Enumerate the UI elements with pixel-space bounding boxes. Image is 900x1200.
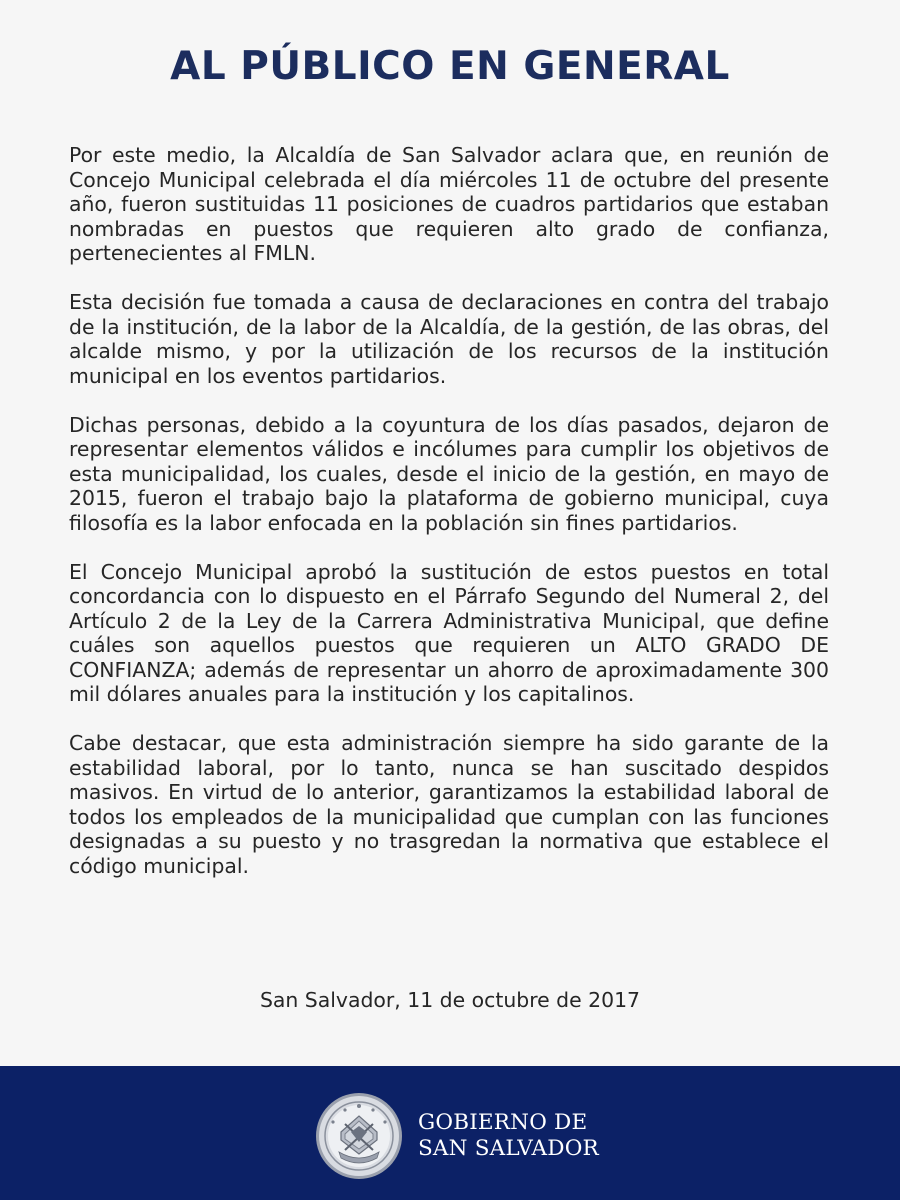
municipal-seal-icon <box>315 1092 403 1180</box>
paragraph-1: Por este medio, la Alcaldía de San Salvador aclara que, en reunión de Concejo Municipal celebrada el día miércoles 11 de octubre del presente año, fueron sustituidas 11 posiciones de cuadros partidarios que estaban nombradas en puestos que requieren alto grado de confianza, pertenecientes al FMLN. <box>69 143 829 265</box>
date-signature: San Salvador, 11 de octubre de 2017 <box>259 988 641 1012</box>
footer-logo-line-2: SAN SALVADOR <box>418 1136 599 1161</box>
paragraph-3: Dichas personas, debido a la coyuntura de los días pasados, dejaron de representar elementos válidos e incólumes para cumplir los objetivos de esta municipalidad, los cuales, desde el inicio de la gestión, en mayo de 2015, fueron el trabajo bajo la plataforma de gobierno municipal, cuya filosofía es la labor enfocada en la población sin fines partidarios. <box>69 412 829 535</box>
footer-logo-text <box>418 1110 599 1162</box>
paragraph-4: El Concejo Municipal aprobó la sustitución de estos puestos en total concordancia con lo dispuesto en el Párrafo Segundo del Numeral 2, del Artículo 2 de la Ley de la Carrera Administrativa Municipal, que define cuáles son aquellos puestos que requieren un ALTO GRADO DE CONFIANZA; además de representar un ahorro de aproximadamente 300 mil dólares anuales para la institución y los capitalinos. <box>69 559 829 706</box>
page-title: AL PÚBLICO EN GENERAL <box>170 44 730 89</box>
paragraph-2: Esta decisión fue tomada a causa de declaraciones en contra del trabajo de la institución, de la labor de la Alcaldía, de la gestión, de las obras, del alcalde mismo, y por la utilización de los recursos de la institución municipal en los eventos partidarios. <box>69 290 829 388</box>
paragraph-5: Cabe destacar, que esta administración siempre ha sido garante de la estabilidad laboral, por lo tanto, nunca se han suscitado despidos masivos. En virtud de lo anterior, garantizamos la estabilidad laboral de todos los empleados de la municipalidad que cumplan con las funciones designadas a su puesto y no trasgredan la normativa que establece el código municipal. <box>69 731 829 878</box>
footer-banner <box>0 1066 900 1200</box>
statement-body <box>69 143 829 903</box>
footer-logo-line-1: GOBIERNO DE <box>418 1110 588 1135</box>
